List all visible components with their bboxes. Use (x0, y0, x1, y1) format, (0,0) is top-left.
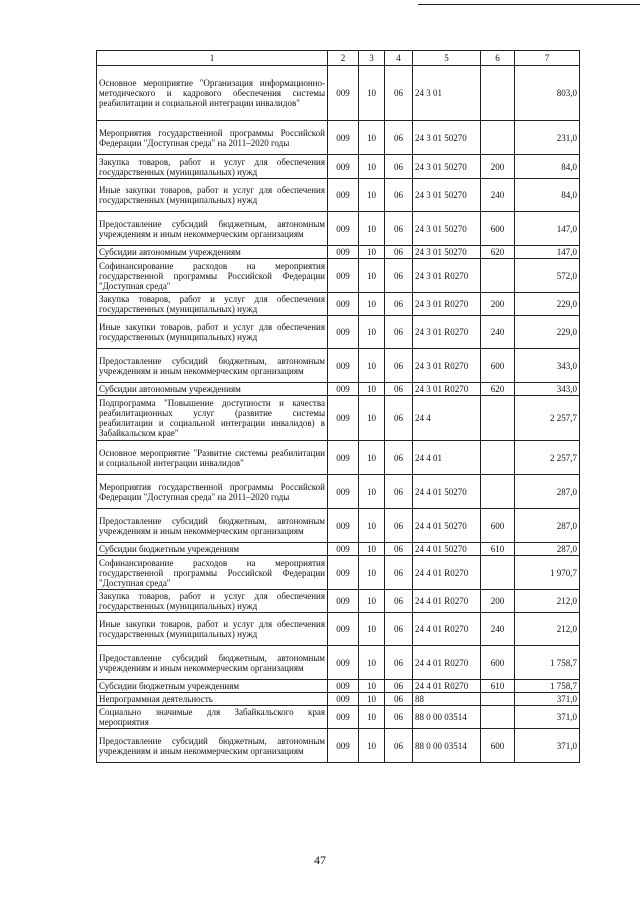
cell-target-article: 24 3 01 R0270 (413, 293, 481, 316)
cell-expense-type (481, 121, 515, 155)
table-row (97, 121, 580, 155)
cell-expense-type (481, 66, 515, 121)
cell-amount: 229,0 (515, 316, 580, 349)
cell-expense-type: 240 (481, 179, 515, 212)
cell-section: 10 (359, 590, 385, 613)
table-row (97, 179, 580, 212)
cell-section: 10 (359, 155, 385, 179)
table-row (97, 680, 580, 693)
cell-name: Социально значимые для Забайкальского края мероприятия (97, 706, 328, 729)
cell-section: 10 (359, 259, 385, 293)
table-row (97, 66, 580, 121)
column-header: 6 (481, 51, 515, 66)
cell-code: 009 (328, 383, 359, 396)
table-row (97, 246, 580, 259)
cell-code: 009 (328, 121, 359, 155)
cell-code: 009 (328, 680, 359, 693)
cell-code: 009 (328, 259, 359, 293)
cell-amount: 371,0 (515, 693, 580, 706)
cell-code: 009 (328, 212, 359, 246)
cell-target-article: 24 4 (413, 396, 481, 441)
table-row (97, 475, 580, 509)
cell-subsection: 06 (385, 475, 413, 509)
cell-subsection: 06 (385, 646, 413, 680)
table-body (97, 66, 580, 763)
cell-amount: 212,0 (515, 590, 580, 613)
cell-section: 10 (359, 396, 385, 441)
cell-subsection: 06 (385, 729, 413, 763)
cell-code: 009 (328, 179, 359, 212)
cell-expense-type (481, 693, 515, 706)
cell-name: Предоставление субсидий бюджетным, автономным учреждениям и иным некоммерческим организациям (97, 349, 328, 383)
table-row (97, 729, 580, 763)
cell-expense-type: 240 (481, 613, 515, 646)
table-row (97, 316, 580, 349)
cell-amount: 287,0 (515, 475, 580, 509)
cell-section: 10 (359, 729, 385, 763)
cell-target-article: 24 4 01 50270 (413, 509, 481, 543)
cell-expense-type: 610 (481, 543, 515, 556)
cell-name: Закупка товаров, работ и услуг для обеспечения государственных (муниципальных) нужд (97, 590, 328, 613)
cell-target-article: 24 3 01 R0270 (413, 316, 481, 349)
cell-subsection: 06 (385, 383, 413, 396)
cell-name: Субсидии бюджетным учреждениям (97, 543, 328, 556)
table-row (97, 441, 580, 475)
cell-target-article: 24 3 01 50270 (413, 179, 481, 212)
cell-subsection: 06 (385, 396, 413, 441)
cell-subsection: 06 (385, 259, 413, 293)
cell-name: Основное мероприятие "Развитие системы реабилитации и социальной интеграции инвалидов" (97, 441, 328, 475)
cell-target-article: 24 4 01 R0270 (413, 590, 481, 613)
cell-subsection: 06 (385, 349, 413, 383)
cell-amount: 212,0 (515, 613, 580, 646)
cell-amount: 147,0 (515, 212, 580, 246)
cell-code: 009 (328, 590, 359, 613)
column-header: 2 (328, 51, 359, 66)
cell-amount: 2 257,7 (515, 396, 580, 441)
cell-amount: 1 758,7 (515, 646, 580, 680)
cell-amount: 287,0 (515, 509, 580, 543)
cell-expense-type: 610 (481, 680, 515, 693)
cell-code: 009 (328, 316, 359, 349)
table-row (97, 396, 580, 441)
cell-amount: 1 758,7 (515, 680, 580, 693)
cell-section: 10 (359, 441, 385, 475)
table-row (97, 259, 580, 293)
cell-name: Основное мероприятие "Организация информационно-методического и кадрового обеспечения системы реабилитации и социальной интеграции инвалидов" (97, 66, 328, 121)
cell-section: 10 (359, 646, 385, 680)
cell-target-article: 24 4 01 R0270 (413, 556, 481, 590)
cell-name: Подпрограмма "Повышение доступности и качества реабилитационных услуг (развитие системы реабилитации и социальной интеграции инвалидов) в Забайкальском крае" (97, 396, 328, 441)
table-row (97, 706, 580, 729)
cell-amount: 371,0 (515, 706, 580, 729)
cell-expense-type: 200 (481, 590, 515, 613)
cell-subsection: 06 (385, 590, 413, 613)
cell-amount: 803,0 (515, 66, 580, 121)
table-row (97, 212, 580, 246)
cell-section: 10 (359, 613, 385, 646)
cell-code: 009 (328, 155, 359, 179)
column-header: 4 (385, 51, 413, 66)
cell-expense-type (481, 396, 515, 441)
cell-subsection: 06 (385, 680, 413, 693)
cell-code: 009 (328, 613, 359, 646)
cell-subsection: 06 (385, 121, 413, 155)
cell-section: 10 (359, 212, 385, 246)
cell-target-article: 24 3 01 R0270 (413, 383, 481, 396)
cell-amount: 572,0 (515, 259, 580, 293)
table-header-row (97, 51, 580, 66)
cell-name: Софинансирование расходов на мероприятия государственной программы Российской Федерации "Доступная среда" (97, 556, 328, 590)
cell-subsection: 06 (385, 155, 413, 179)
table-row (97, 646, 580, 680)
cell-code: 009 (328, 729, 359, 763)
cell-name: Мероприятия государственной программы Российской Федерации "Доступная среда" на 2011–2020 годы (97, 475, 328, 509)
cell-code: 009 (328, 293, 359, 316)
cell-section: 10 (359, 509, 385, 543)
cell-code: 009 (328, 706, 359, 729)
cell-code: 009 (328, 509, 359, 543)
cell-amount: 2 257,7 (515, 441, 580, 475)
cell-expense-type: 200 (481, 293, 515, 316)
cell-subsection: 06 (385, 556, 413, 590)
table-row (97, 543, 580, 556)
cell-name: Мероприятия государственной программы Российской Федерации "Доступная среда" на 2011–2020 годы (97, 121, 328, 155)
cell-subsection: 06 (385, 693, 413, 706)
cell-section: 10 (359, 693, 385, 706)
cell-expense-type (481, 259, 515, 293)
cell-name: Закупка товаров, работ и услуг для обеспечения государственных (муниципальных) нужд (97, 155, 328, 179)
cell-target-article: 88 (413, 693, 481, 706)
cell-target-article: 24 3 01 R0270 (413, 259, 481, 293)
cell-name: Закупка товаров, работ и услуг для обеспечения государственных (муниципальных) нужд (97, 293, 328, 316)
cell-name: Софинансирование расходов на мероприятия государственной программы Российской Федерации "Доступная среда" (97, 259, 328, 293)
cell-code: 009 (328, 693, 359, 706)
cell-section: 10 (359, 293, 385, 316)
cell-code: 009 (328, 556, 359, 590)
column-header: 5 (413, 51, 481, 66)
cell-name: Иные закупки товаров, работ и услуг для обеспечения государственных (муниципальных) нужд (97, 179, 328, 212)
cell-target-article: 24 4 01 50270 (413, 543, 481, 556)
cell-subsection: 06 (385, 509, 413, 543)
cell-amount: 229,0 (515, 293, 580, 316)
cell-expense-type (481, 706, 515, 729)
cell-target-article: 24 3 01 50270 (413, 212, 481, 246)
cell-expense-type: 600 (481, 212, 515, 246)
cell-subsection: 06 (385, 212, 413, 246)
cell-name: Непрограммная деятельность (97, 693, 328, 706)
cell-target-article: 24 4 01 (413, 441, 481, 475)
budget-table (96, 50, 580, 763)
cell-name: Субсидии бюджетным учреждениям (97, 680, 328, 693)
cell-subsection: 06 (385, 293, 413, 316)
cell-expense-type: 240 (481, 316, 515, 349)
cell-name: Субсидии автономным учреждениям (97, 246, 328, 259)
cell-section: 10 (359, 179, 385, 212)
cell-section: 10 (359, 246, 385, 259)
cell-name: Предоставление субсидий бюджетным, автономным учреждениям и иным некоммерческим организациям (97, 509, 328, 543)
cell-subsection: 06 (385, 706, 413, 729)
cell-section: 10 (359, 121, 385, 155)
table-row (97, 383, 580, 396)
cell-code: 009 (328, 646, 359, 680)
cell-section: 10 (359, 706, 385, 729)
cell-amount: 147,0 (515, 246, 580, 259)
cell-name: Предоставление субсидий бюджетным, автономным учреждениям и иным некоммерческим организациям (97, 646, 328, 680)
cell-code: 009 (328, 349, 359, 383)
cell-amount: 84,0 (515, 155, 580, 179)
cell-code: 009 (328, 246, 359, 259)
cell-subsection: 06 (385, 543, 413, 556)
cell-amount: 84,0 (515, 179, 580, 212)
cell-section: 10 (359, 543, 385, 556)
cell-amount: 343,0 (515, 349, 580, 383)
cell-name: Иные закупки товаров, работ и услуг для обеспечения государственных (муниципальных) нужд (97, 316, 328, 349)
cell-subsection: 06 (385, 441, 413, 475)
table-row (97, 349, 580, 383)
cell-section: 10 (359, 66, 385, 121)
cell-subsection: 06 (385, 246, 413, 259)
cell-name: Предоставление субсидий бюджетным, автономным учреждениям и иным некоммерческим организациям (97, 729, 328, 763)
cell-amount: 343,0 (515, 383, 580, 396)
table-row (97, 613, 580, 646)
cell-section: 10 (359, 349, 385, 383)
cell-expense-type (481, 441, 515, 475)
cell-section: 10 (359, 680, 385, 693)
cell-expense-type (481, 556, 515, 590)
cell-subsection: 06 (385, 66, 413, 121)
cell-section: 10 (359, 316, 385, 349)
cell-target-article: 24 3 01 50270 (413, 246, 481, 259)
cell-amount: 287,0 (515, 543, 580, 556)
table-row (97, 693, 580, 706)
table-row (97, 509, 580, 543)
cell-code: 009 (328, 396, 359, 441)
page-number: 47 (314, 853, 326, 867)
cell-target-article: 24 4 01 R0270 (413, 646, 481, 680)
cell-expense-type: 600 (481, 349, 515, 383)
cell-subsection: 06 (385, 613, 413, 646)
cell-code: 009 (328, 475, 359, 509)
table-row (97, 293, 580, 316)
cell-expense-type: 600 (481, 729, 515, 763)
column-header: 3 (359, 51, 385, 66)
column-header: 7 (515, 51, 580, 66)
cell-name: Субсидии автономным учреждениям (97, 383, 328, 396)
cell-subsection: 06 (385, 179, 413, 212)
cell-expense-type: 600 (481, 646, 515, 680)
cell-name: Предоставление субсидий бюджетным, автономным учреждениям и иным некоммерческим организациям (97, 212, 328, 246)
cell-target-article: 24 4 01 R0270 (413, 680, 481, 693)
table-row (97, 556, 580, 590)
cell-expense-type (481, 475, 515, 509)
table-row (97, 155, 580, 179)
cell-name: Иные закупки товаров, работ и услуг для обеспечения государственных (муниципальных) нужд (97, 613, 328, 646)
column-header: 1 (97, 51, 328, 66)
cell-code: 009 (328, 543, 359, 556)
cell-target-article: 24 3 01 R0270 (413, 349, 481, 383)
cell-amount: 371,0 (515, 729, 580, 763)
cell-code: 009 (328, 66, 359, 121)
cell-code: 009 (328, 441, 359, 475)
cell-section: 10 (359, 383, 385, 396)
cell-expense-type: 200 (481, 155, 515, 179)
cell-target-article: 24 3 01 50270 (413, 155, 481, 179)
cell-expense-type: 600 (481, 509, 515, 543)
cell-section: 10 (359, 556, 385, 590)
cell-target-article: 24 3 01 50270 (413, 121, 481, 155)
cell-expense-type: 620 (481, 383, 515, 396)
cell-target-article: 24 4 01 R0270 (413, 613, 481, 646)
cell-subsection: 06 (385, 316, 413, 349)
cell-amount: 1 970,7 (515, 556, 580, 590)
cell-section: 10 (359, 475, 385, 509)
cell-target-article: 24 3 01 (413, 66, 481, 121)
cell-target-article: 88 0 00 03514 (413, 729, 481, 763)
top-rule (418, 4, 640, 5)
cell-target-article: 88 0 00 03514 (413, 706, 481, 729)
cell-expense-type: 620 (481, 246, 515, 259)
table-row (97, 590, 580, 613)
cell-target-article: 24 4 01 50270 (413, 475, 481, 509)
cell-amount: 231,0 (515, 121, 580, 155)
